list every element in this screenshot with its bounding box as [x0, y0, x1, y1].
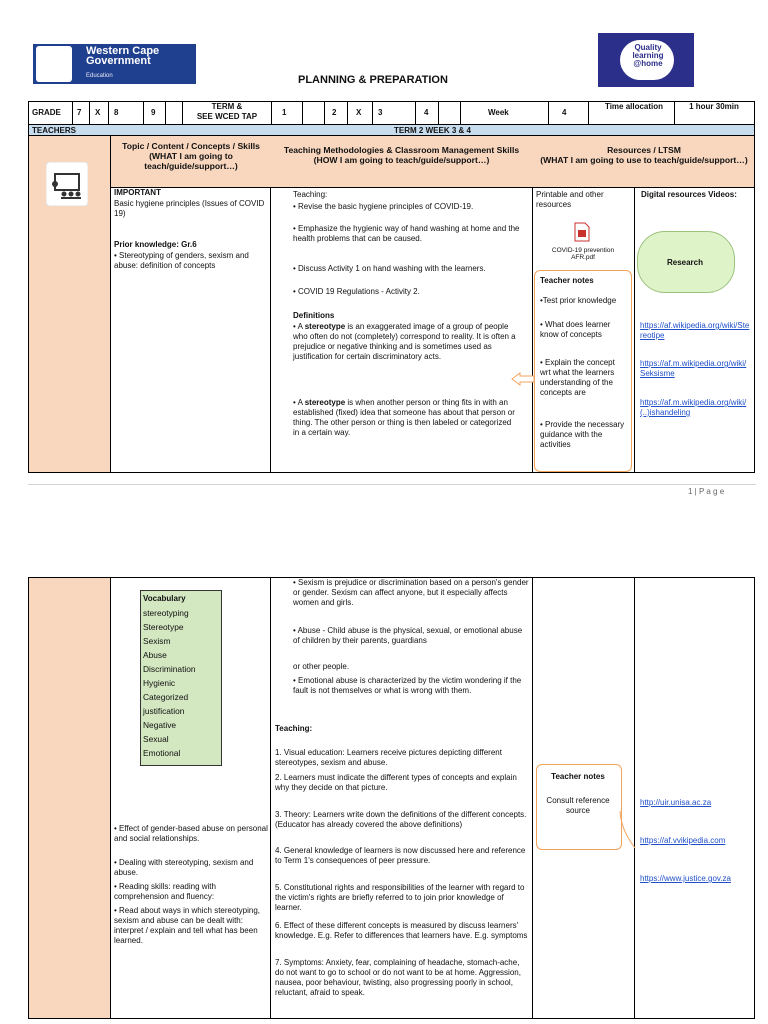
teaching-item-3: • Discuss Activity 1 on hand washing with the learners. — [293, 264, 486, 273]
link-unisa[interactable]: http://uir.unisa.ac.za — [640, 798, 712, 807]
left-fill-page2 — [29, 578, 110, 1018]
teacher-icon — [46, 162, 88, 206]
printable-resources: Printable and other resources — [536, 190, 604, 209]
link-stereotipe[interactable]: https://af.wikipedia.org/wiki/Stereotipe — [640, 321, 750, 340]
page-footer-line — [28, 484, 756, 485]
crest-icon — [36, 46, 72, 82]
logo-subtitle: Education — [86, 73, 113, 79]
important-label: IMPORTANT — [114, 188, 161, 197]
week-label: Week — [488, 108, 509, 117]
term-week-label: TERM 2 WEEK 3 & 4 — [394, 126, 471, 135]
grade-label: GRADE — [32, 108, 61, 117]
pdf-icon[interactable] — [574, 222, 590, 242]
term-mark: X — [356, 108, 362, 117]
teaching-item-4: • COVID 19 Regulations - Activity 2. — [293, 287, 420, 296]
vocab-word: Categorized — [143, 692, 189, 702]
grade-7: 7 — [77, 108, 82, 117]
grade-9: 9 — [151, 108, 156, 117]
teacher-notes-title: Teacher notes — [540, 276, 594, 285]
grade-8: 8 — [114, 108, 119, 117]
prior-knowledge-text: • Stereotyping of genders, sexism and abuse: definition of concepts — [114, 251, 249, 270]
vocab-word: stereotyping — [143, 608, 189, 618]
teaching-label-2: Teaching: — [275, 724, 313, 733]
time-label: Time allocation — [604, 102, 664, 111]
teaching-step-5: 5. Constitutional rights and responsibilities of the learner with regard to the victim's rights are briefly referred to to join prior knowledge of learner. — [275, 883, 525, 912]
teaching-step-6: 6. Effect of these different concepts is measured by discuss learners' knowledge. E.g. Refer to differences that learners have. E.g. symptoms — [275, 921, 528, 940]
definition-stereotype-1: • A stereotype is an exaggerated image of a group of people who often do not (completely) correspond to reality. It is often a prejudice or negative thinking and is sometimes used as justification for certain discriminatory acts. — [293, 322, 516, 361]
teaching-item-2: • Emphasize the hygienic way of hand washing at home and the health problems that can be caused. — [293, 224, 520, 243]
effect-item-4: • Read about ways in which stereotyping, sexism and abuse can be dealt with: interpret / explain and tell what has been learned. — [114, 906, 260, 945]
teacher-note-1: •Test prior knowledge — [540, 296, 617, 305]
link-ishandeling[interactable]: https://af.m.wikipedia.org/wiki/(..)ishandeling — [640, 398, 747, 417]
arrow-left-icon — [510, 372, 536, 386]
definition-stereotype-2: • A stereotype is when another person or thing fits in with an established (fixed) idea that someone has about that person or thing. The other person or thing is then labeled or categorized in a certain way. — [293, 398, 515, 437]
link-justice[interactable]: https://www.justice.gov.za — [640, 874, 731, 883]
teaching-step-1: 1. Visual education: Learners receive pictures depicting different stereotypes, sexism and abuse. — [275, 748, 502, 767]
effect-item-3: • Reading skills: reading with comprehension and fluency: — [114, 882, 216, 901]
term-2: 2 — [332, 108, 337, 117]
teaching-step-2: 2. Learners must indicate the different types of concepts and explain why they decide on that picture. — [275, 773, 517, 792]
vocab-word: Abuse — [143, 650, 167, 660]
vocab-word: Stereotype — [143, 622, 184, 632]
consult-reference: Consult reference source — [546, 796, 610, 815]
vocab-word: Negative — [143, 720, 177, 730]
time-value: 1 hour 30min — [689, 102, 739, 111]
quality-learning-text: Quality learning @home — [632, 43, 664, 68]
teaching-label: Teaching: — [293, 190, 328, 199]
pdf-filename[interactable]: COVID-19 prevention AFR.pdf — [551, 247, 615, 261]
vocabulary-title: Vocabulary — [143, 594, 186, 603]
definition-sexism: • Sexism is prejudice or discrimination based on a person's gender or gender. Sexism can affect anyone, but it especially affects women and girls. — [293, 578, 529, 607]
teaching-step-7: 7. Symptoms: Anxiety, fear, complaining of headache, stomach-ache, do not want to go to school or do not want to be at home. Aggression, nausea, poor behaviour, twisting, also progressing poorly in school, reluctant, afraid to speak. — [275, 958, 521, 997]
teaching-step-4: 4. General knowledge of learners is now discussed here and reference to Term 1's consequences of peer pressure. — [275, 846, 526, 865]
week-value: 4 — [562, 108, 567, 117]
link-vvikipedia[interactable]: https://af.vvikipedia.com — [640, 836, 726, 845]
term-4: 4 — [424, 108, 429, 117]
prior-knowledge-label: Prior knowledge: Gr.6 — [114, 240, 197, 249]
vocab-word: justification — [143, 706, 185, 716]
page-title: PLANNING & PREPARATION — [298, 74, 448, 86]
teacher-note-3: • Explain the concept wrt what the learners understanding of the concepts are — [540, 358, 615, 397]
topic-header: Topic / Content / Concepts / Skills (WHAT I am going to teach/guide/support…) — [122, 141, 260, 171]
important-text: Basic hygiene principles (Issues of COVID 19) — [114, 199, 265, 218]
definition-emotional-abuse: • Emotional abuse is characterized by the victim wondering if the fault is not themselves or what is wrong with them. — [293, 676, 522, 695]
teachers-label: TEACHERS — [32, 126, 77, 135]
teacher-note-4: • Provide the necessary guidance with the activities — [540, 420, 625, 449]
definition-abuse: • Abuse - Child abuse is the physical, sexual, or emotional abuse of children by their parents, guardians — [293, 626, 523, 645]
link-seksisme[interactable]: https://af.m.wikipedia.org/wiki/Seksisme — [640, 359, 747, 378]
teacher-note-2: • What does learner know of concepts — [540, 320, 611, 339]
resources-header: Resources / LTSM (WHAT I am going to use to teach/guide/support…) — [540, 145, 748, 165]
page-number: 1 | P a g e — [688, 487, 725, 496]
methods-header: Teaching Methodologies & Classroom Management Skills (HOW I am going to teach/guide/support…) — [283, 145, 520, 165]
research-label: Research — [666, 258, 704, 267]
vocab-word: Discrimination — [143, 664, 196, 674]
term-1: 1 — [282, 108, 287, 117]
vocab-word: Sexual — [143, 734, 169, 744]
vocab-word: Hygienic — [143, 678, 176, 688]
notes-connector — [619, 810, 637, 850]
definitions-label: Definitions — [293, 311, 335, 320]
grade-7-mark: X — [95, 108, 101, 117]
term-label: TERM & SEE WCED TAP — [196, 102, 258, 121]
logo-title: Western Cape Government — [86, 45, 160, 67]
effect-item-1: • Effect of gender-based abuse on personal and social relationships. — [114, 824, 268, 843]
vocab-word: Emotional — [143, 748, 181, 758]
teaching-step-3: 3. Theory: Learners write down the definitions of the different concepts. (Educator has already covered the above definitions) — [275, 810, 527, 829]
effect-item-2: • Dealing with stereotyping, sexism and abuse. — [114, 858, 254, 877]
teacher-notes-title-2: Teacher notes — [551, 772, 605, 781]
vocab-word: Sexism — [143, 636, 171, 646]
term-3: 3 — [378, 108, 383, 117]
digital-resources-label: Digital resources Videos: — [641, 190, 737, 199]
teaching-item-1: • Revise the basic hygiene principles of COVID-19. — [293, 202, 474, 211]
definition-abuse-cont: or other people. — [293, 662, 350, 671]
